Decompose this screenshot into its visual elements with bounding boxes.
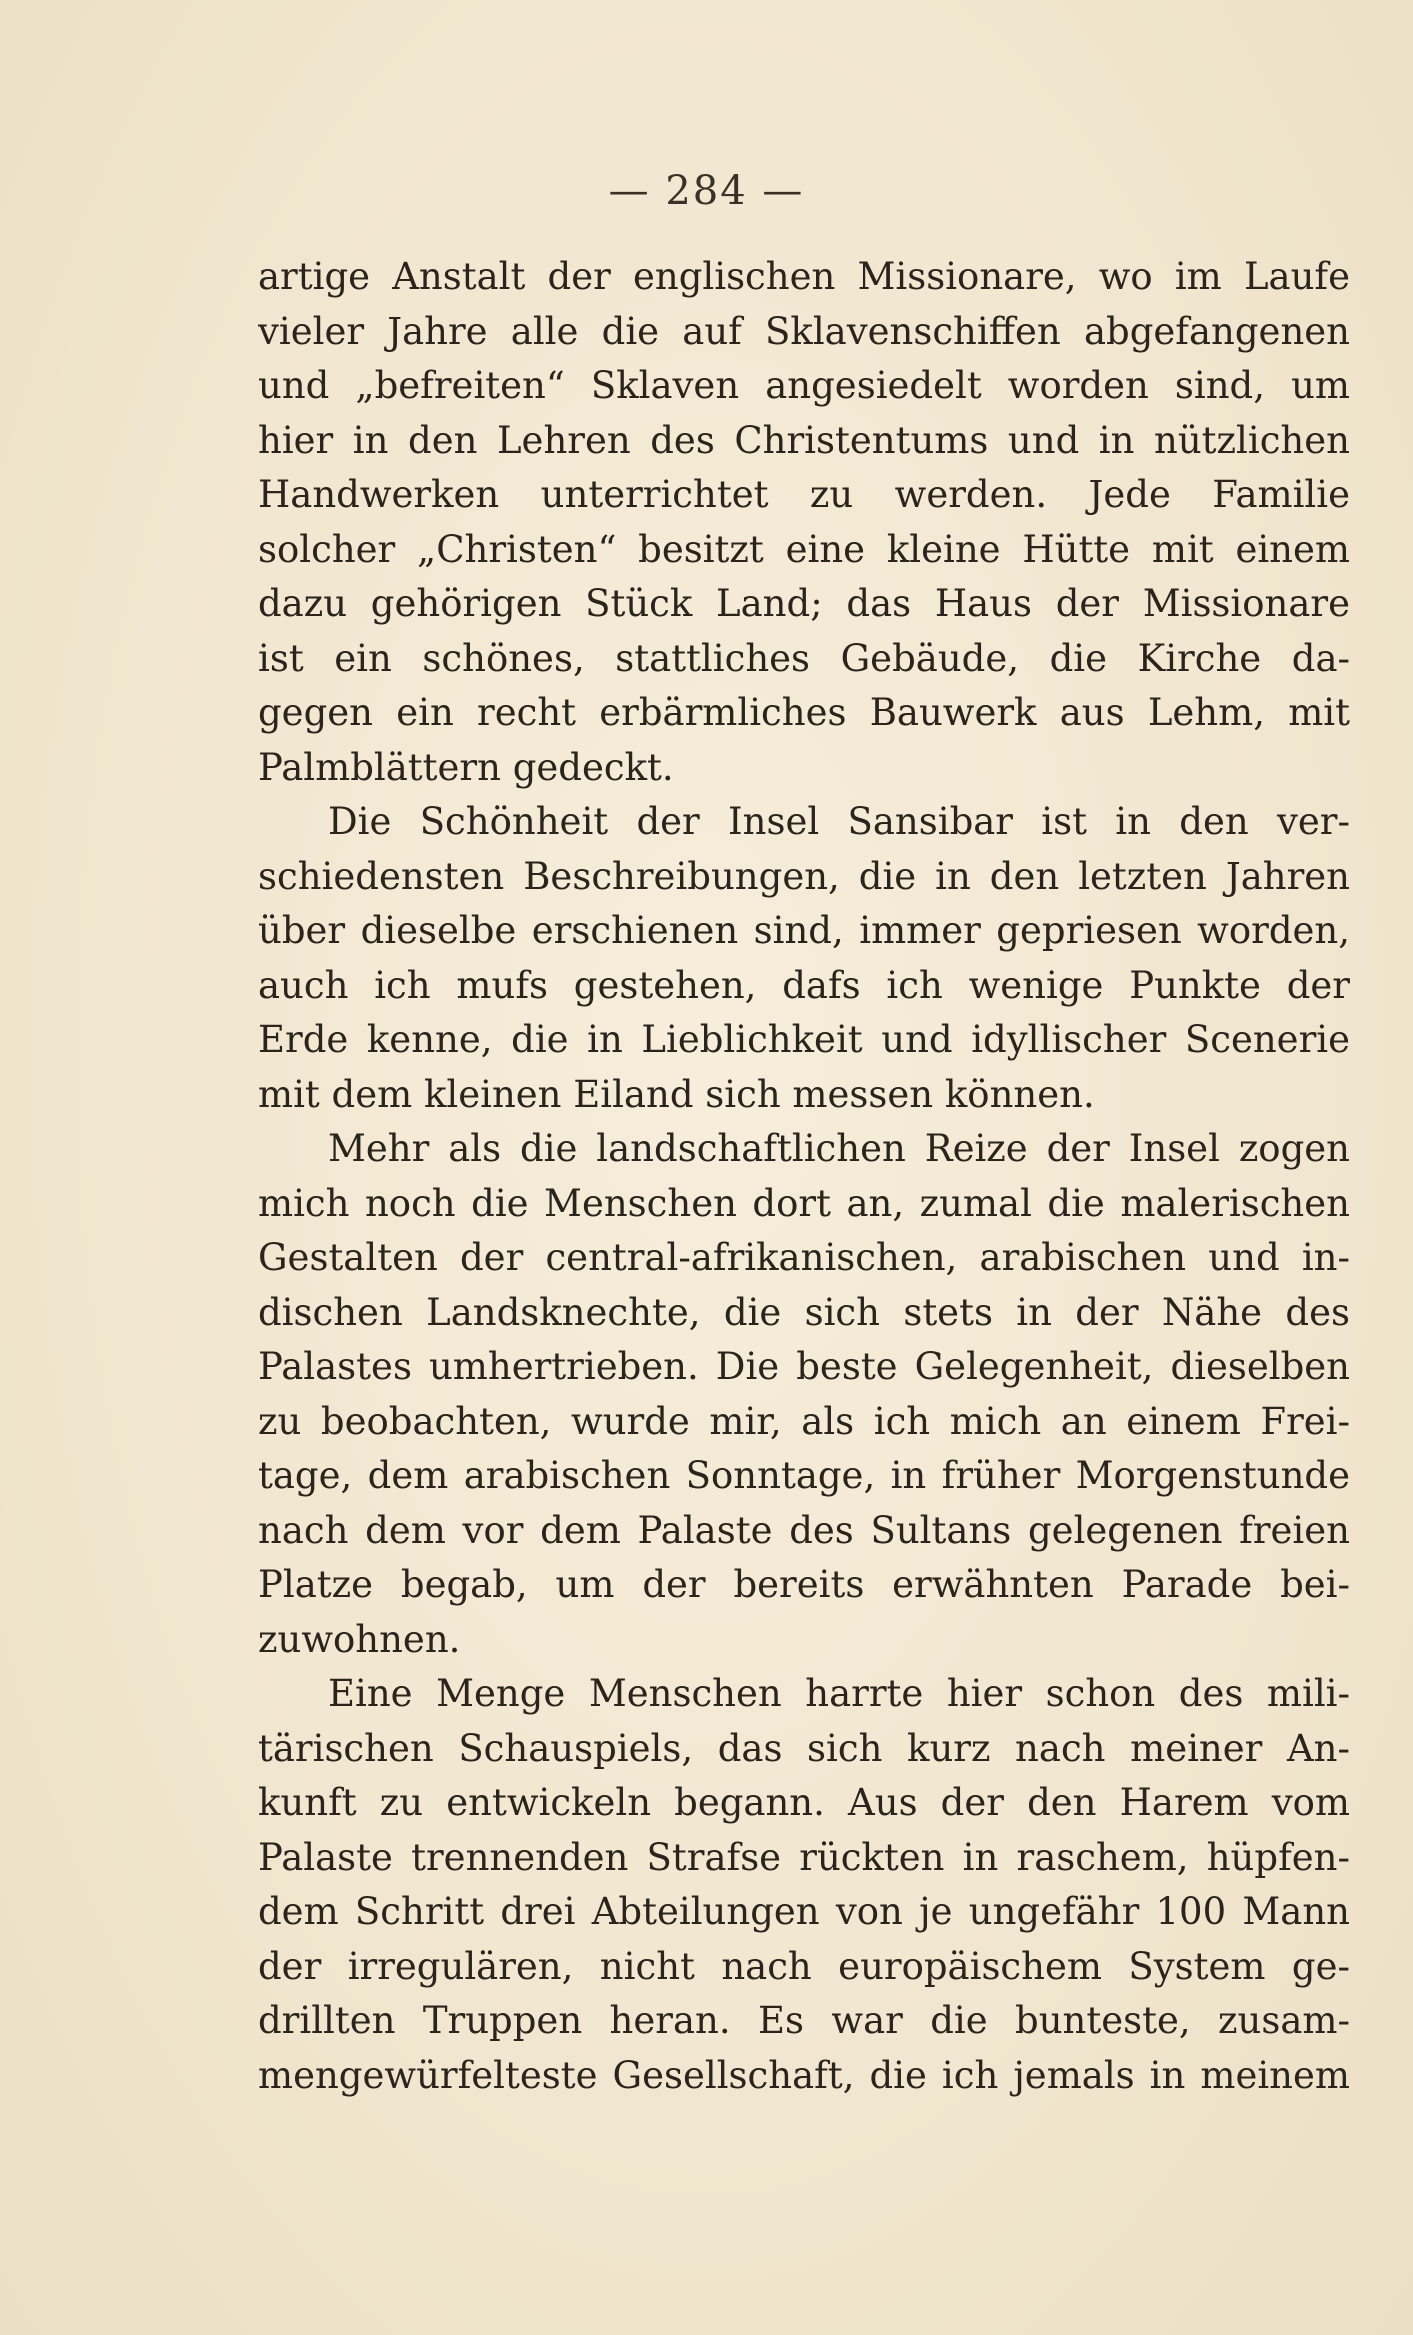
text-line: auch ich mufs gestehen, dafs ich wenige Punkte der	[258, 963, 1350, 1007]
text-line: und „befreiten“ Sklaven angesiedelt worden sind, um	[258, 364, 1350, 407]
text-line: tage, dem arabischen Sonntage, in früher Morgenstunde	[258, 1454, 1350, 1497]
text-line: hier in den Lehren des Christentums und in nützlichen	[258, 418, 1350, 462]
text-line: vieler Jahre alle die auf Sklavenschiffen abgefangenen	[258, 309, 1350, 353]
text-line: drillten Truppen heran. Es war die bunteste, zusam-	[258, 1999, 1350, 2042]
text-line: Platze begab, um der bereits erwähnten Parade bei-	[258, 1563, 1350, 1606]
text-line: Erde kenne, die in Lieblichkeit und idyllischer Scenerie	[258, 1018, 1350, 1061]
paragraph-3	[258, 1122, 1350, 1667]
text-line: Gestalten der central-afrikanischen, arabischen und in-	[258, 1236, 1350, 1279]
text-line: nach dem vor dem Palaste des Sultans gelegenen freien	[258, 1508, 1350, 1552]
body-text	[258, 250, 1350, 2103]
text-line: zu beobachten, wurde mir, als ich mich an einem Frei-	[258, 1399, 1350, 1443]
page-number: — 284 —	[608, 168, 805, 214]
text-line: Palmblättern gedeckt.	[258, 745, 674, 789]
text-line: gegen ein recht erbärmliches Bauwerk aus Lehm, mit	[258, 691, 1350, 734]
paragraph-1	[258, 250, 1350, 795]
text-line: dischen Landsknechte, die sich stets in der Nähe des	[258, 1290, 1350, 1334]
text-line: Die Schönheit der Insel Sansibar ist in den ver-	[328, 800, 1350, 843]
text-line: zuwohnen.	[258, 1617, 461, 1661]
paragraph-4	[258, 1667, 1350, 2103]
text-line: kunft zu entwickeln begann. Aus der den Harem vom	[258, 1781, 1350, 1824]
text-line: Handwerken unterrichtet zu werden. Jede Familie	[258, 473, 1350, 516]
text-line: Mehr als die landschaftlichen Reize der Insel zogen	[328, 1127, 1350, 1170]
text-line: Eine Menge Menschen harrte hier schon des mili-	[328, 1672, 1350, 1715]
text-line: der irregulären, nicht nach europäischem System ge-	[258, 1944, 1350, 1988]
text-line: solcher „Christen“ besitzt eine kleine Hütte mit einem	[258, 527, 1350, 571]
text-line: dem Schritt drei Abteilungen von je ungefähr 100 Mann	[258, 1890, 1350, 1933]
text-line: mengewürfelteste Gesellschaft, die ich jemals in meinem	[258, 2053, 1350, 2097]
text-line: über dieselbe erschienen sind, immer gepriesen worden,	[258, 909, 1350, 952]
paragraph-2	[258, 795, 1350, 1122]
text-line: Palastes umhertrieben. Die beste Gelegenheit, dieselben	[258, 1345, 1350, 1388]
text-line: mit dem kleinen Eiland sich messen können.	[258, 1072, 1095, 1116]
text-line: ist ein schönes, stattliches Gebäude, die Kirche da-	[258, 636, 1350, 680]
text-line: Palaste trennenden Strafse rückten in raschem, hüpfen-	[258, 1835, 1350, 1879]
text-line: dazu gehörigen Stück Land; das Haus der Missionare	[258, 582, 1350, 625]
text-line: mich noch die Menschen dort an, zumal die malerischen	[258, 1181, 1350, 1225]
text-line: artige Anstalt der englischen Missionare, wo im Laufe	[258, 255, 1350, 298]
text-line: tärischen Schauspiels, das sich kurz nach meiner An-	[258, 1726, 1350, 1770]
text-line: schiedensten Beschreibungen, die in den letzten Jahren	[258, 854, 1350, 898]
